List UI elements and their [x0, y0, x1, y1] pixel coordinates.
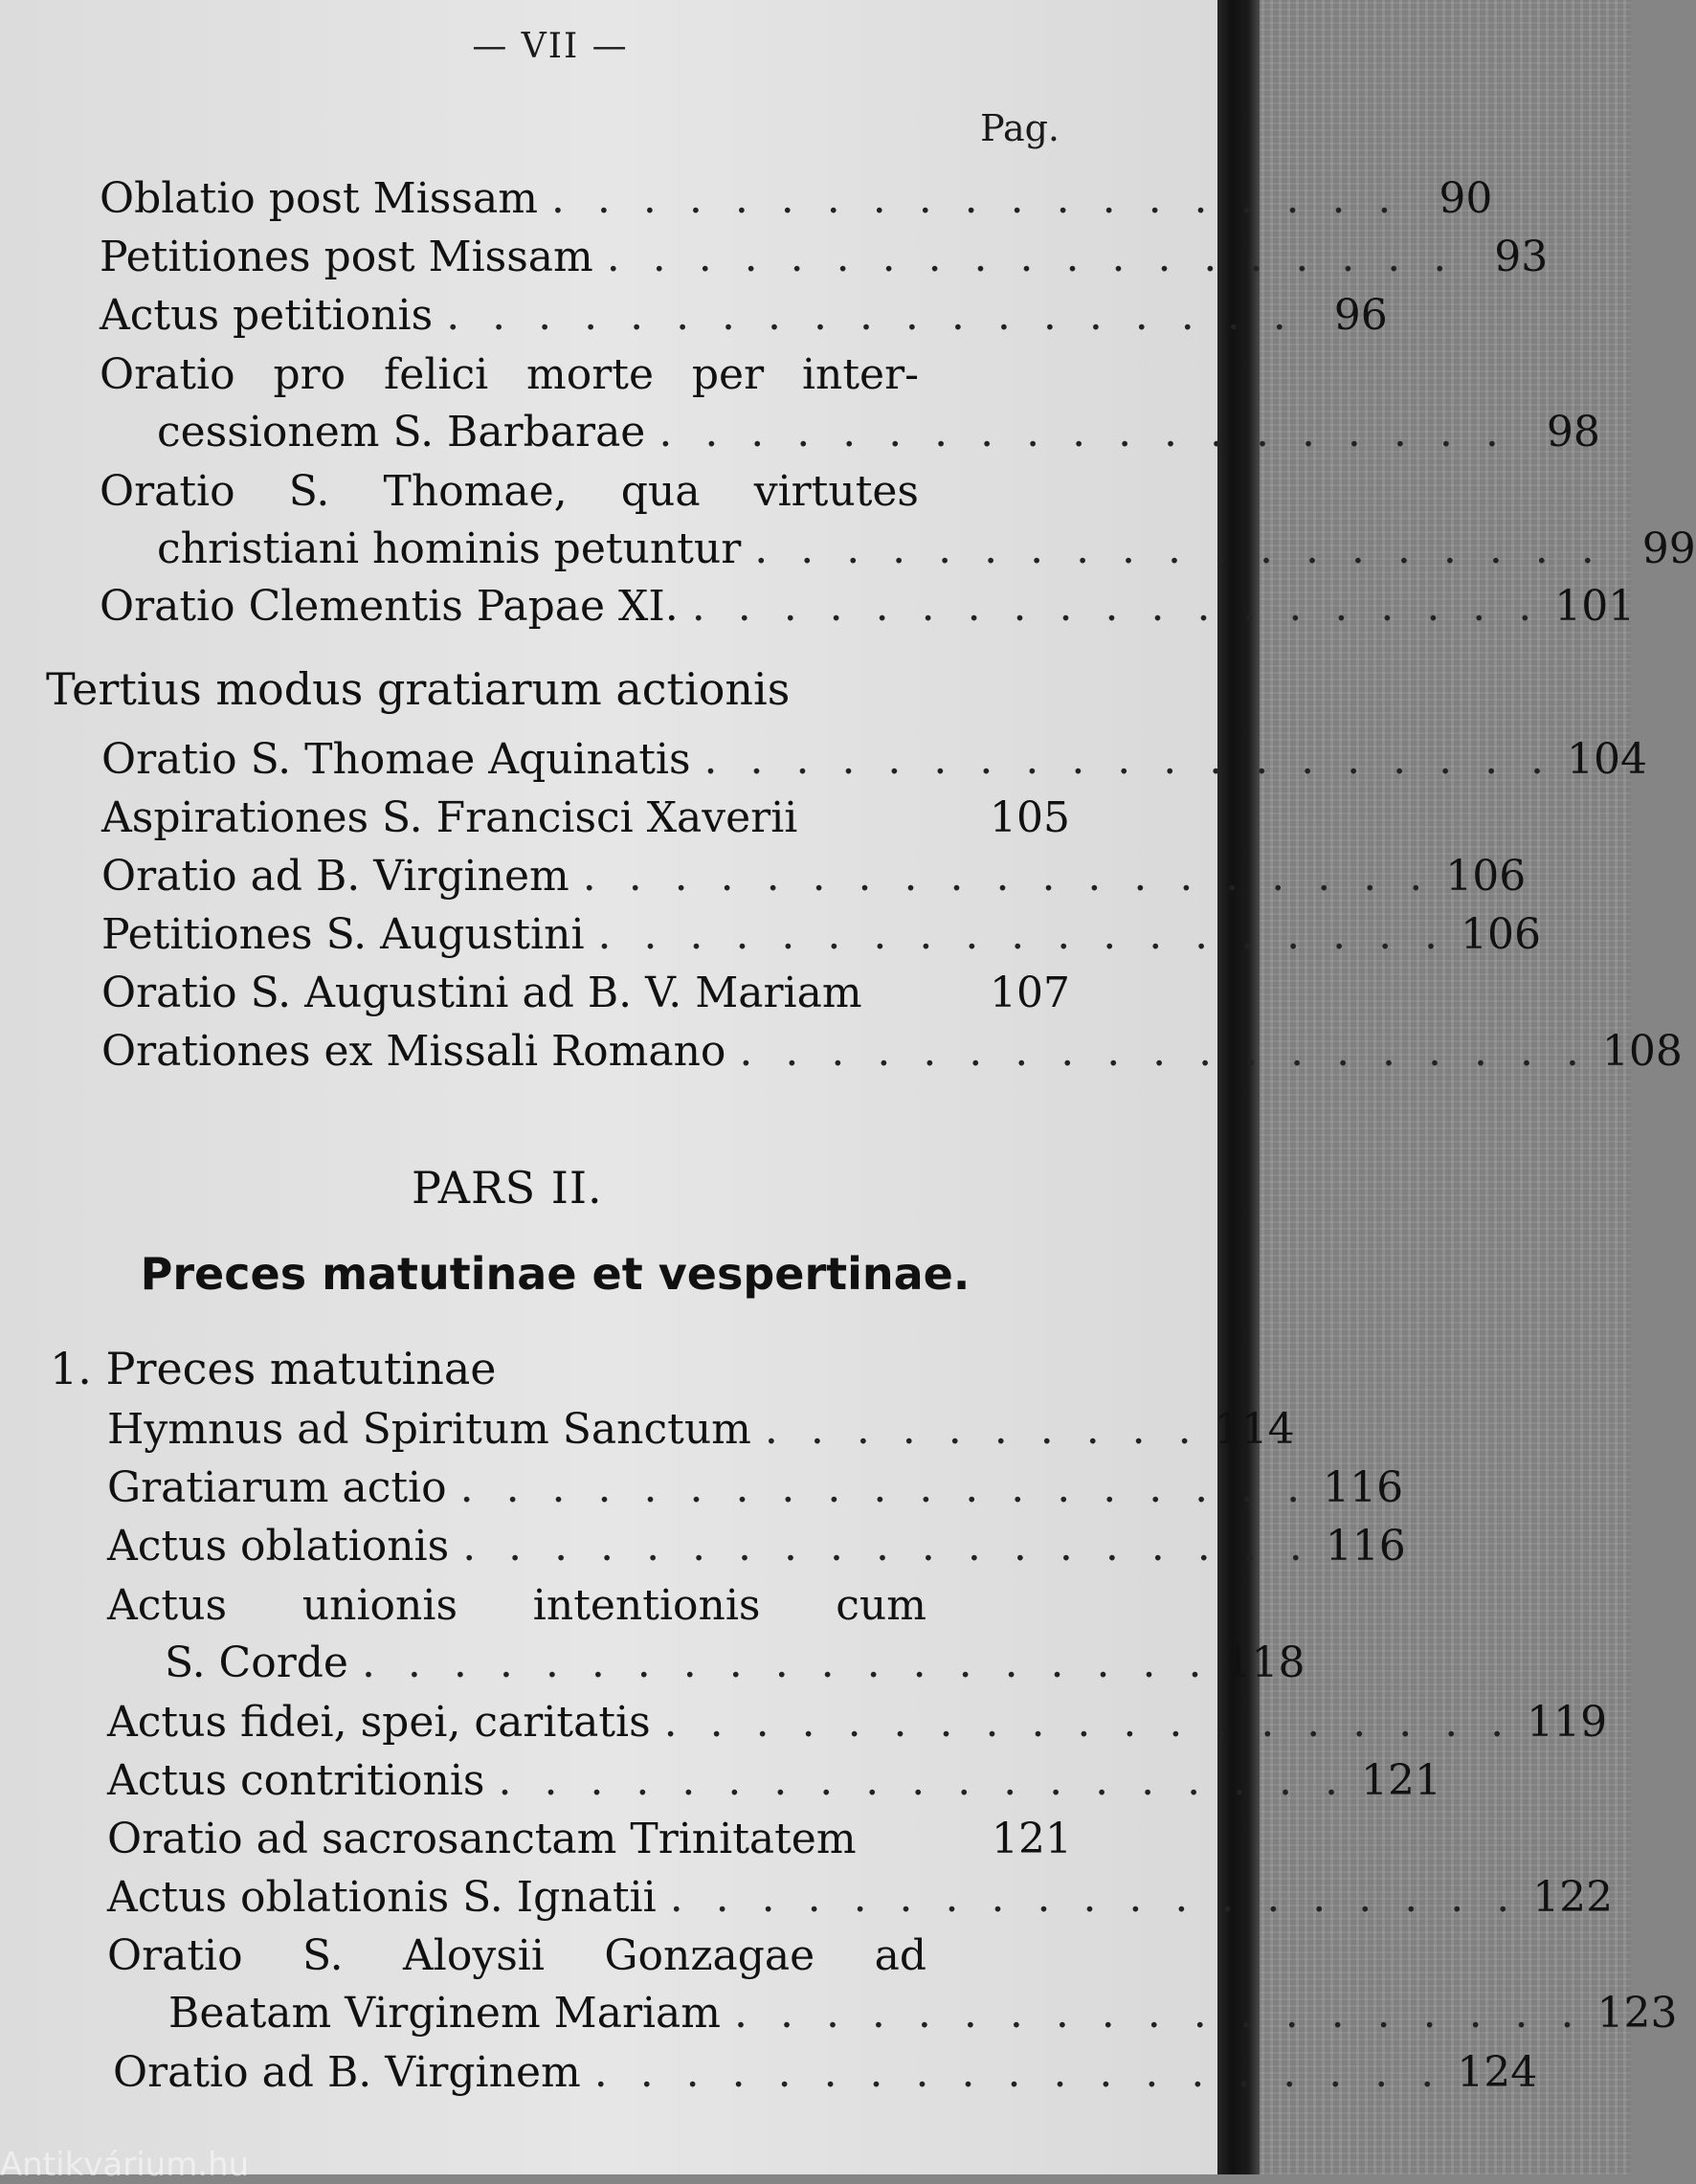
toc-entry-page: 106 — [1461, 910, 1542, 959]
toc-leader-dots: . . . . . . . . . . . . . . . . . . . — [498, 1756, 1348, 1805]
toc-entry-title: Oratio S. Aloysii Gonzagae ad — [107, 1931, 926, 1980]
toc-leader-dots: . . . . . . . . . . — [764, 1405, 1201, 1454]
toc-entry-page: 107 — [990, 969, 1070, 1017]
toc-entry-title: Oratio pro felici morte per inter- — [100, 350, 919, 399]
toc-entry-title: Gratiarum actio — [107, 1463, 447, 1512]
toc-leader-dots: . . . . . . . . . . . . . . . . . . . — [446, 291, 1296, 340]
toc-entry — [168, 1985, 1678, 2042]
toc-entry-title: Oratio S. Thomae Aquinatis — [101, 735, 691, 784]
toc-entry — [100, 170, 1493, 228]
toc-leader-dots: . . . . . . . . . . . . . . . . . . . — [550, 174, 1401, 223]
toc-entry-title: Hymnus ad Spiritum Sanctum — [107, 1405, 751, 1454]
toc-entry — [157, 404, 1600, 461]
toc-entry-page: 108 — [1601, 1027, 1683, 1076]
watermark: Antikvárium.hu — [0, 2146, 250, 2184]
toc-leader-dots: . . . . . . . . . . . . . . . . . . . — [459, 1463, 1310, 1512]
toc-entry — [107, 1694, 1608, 1751]
toc-entry-page: 116 — [1325, 1522, 1406, 1571]
toc-entry — [101, 906, 1542, 964]
toc-entry-title: Actus unionis intentionis cum — [107, 1581, 926, 1630]
toc-entry — [100, 229, 1549, 286]
toc-entry-title: Actus contritionis — [107, 1756, 485, 1805]
toc-leader-dots: . . . . . . . . . . . . . . . . . . . — [462, 1522, 1312, 1571]
toc-entry-page: 90 — [1439, 174, 1493, 223]
toc-entry-page: 99 — [1641, 524, 1696, 573]
toc-leader-dots: . . . . . . . . . . . . . . . . . . . — [703, 735, 1554, 784]
toc-entry-title: Actus oblationis S. Ignatii — [107, 1873, 657, 1922]
toc-entry-page: 105 — [990, 793, 1070, 842]
toc-entry — [157, 521, 1696, 578]
toc-entry-title: Actus petitionis — [100, 291, 434, 340]
toc-leader-dots: . . . . . . . . . . . . . . . . . . . — [669, 1873, 1520, 1922]
toc-entry-page: 93 — [1494, 233, 1549, 281]
toc-entry — [101, 790, 1070, 847]
toc-entry — [107, 1752, 1441, 1810]
toc-leader-dots: . . . . . . . . . . . . . . . . . . . — [593, 2048, 1444, 2097]
toc-entry-page: 114 — [1214, 1405, 1295, 1454]
toc-entry — [101, 965, 1070, 1022]
toc-entry-page: 124 — [1457, 2048, 1538, 2097]
pag-column-label: Pag. — [980, 107, 1060, 149]
section-heading: Tertius modus gratiarum actionis — [46, 663, 791, 715]
toc-entry-page: 98 — [1546, 408, 1600, 457]
toc-entry-title: Orationes ex Missali Romano — [101, 1027, 726, 1076]
section-heading: 1. Preces matutinae — [50, 1343, 497, 1394]
toc-entry-page: 104 — [1567, 735, 1648, 784]
page-number: — VII — — [472, 27, 629, 66]
toc-leader-dots: . . . . . . . . . . . . . . . . . . . — [734, 1989, 1584, 2038]
toc-entry — [100, 287, 1388, 345]
toc-leader-dots: . . . . . . . . . . . . . . . . . . . — [658, 408, 1508, 457]
toc-leader-dots: . . . . . . . . . . . . . . . . . . . — [691, 582, 1542, 631]
toc-entry-page: 122 — [1532, 1873, 1614, 1922]
toc-entry — [101, 731, 1648, 789]
toc-entry-page: 106 — [1445, 852, 1527, 901]
toc-leader-dots: . . . . . . . . . . . . . . . . . . . — [739, 1027, 1589, 1076]
toc-entry-page: 96 — [1333, 291, 1388, 340]
toc-leader-dots: . . . . . . . . . . . . . . . . . . . — [361, 1638, 1212, 1687]
toc-entry-page: 118 — [1224, 1638, 1305, 1687]
toc-entry-title-continued: S. Corde — [165, 1638, 348, 1687]
toc-entry-title: Oratio S. Thomae, qua virtutes — [100, 467, 919, 516]
toc-entry-title-continued: cessionem S. Barbarae — [157, 408, 646, 457]
toc-entry-title: Petitiones post Missam — [100, 233, 593, 281]
background-surface — [1244, 0, 1631, 2174]
toc-leader-dots: . . . . . . . . . . . . . . . . . . . — [582, 852, 1433, 901]
toc-entry — [113, 2044, 1538, 2102]
toc-leader-dots: . . . . . . . . . . . . . . . . . . . — [754, 524, 1604, 573]
toc-entry — [101, 1023, 1683, 1081]
toc-entry-title: Actus fidei, spei, caritatis — [107, 1698, 651, 1747]
toc-entry-title: Petitiones S. Augustini — [101, 910, 585, 959]
toc-entry-title: Oblatio post Missam — [100, 174, 538, 223]
toc-entry — [107, 1518, 1406, 1575]
toc-entry-title-continued: Beatam Virginem Mariam — [168, 1989, 722, 2038]
toc-entry-title: Oratio Clementis Papae XI. — [100, 582, 679, 631]
toc-entry-title: Oratio S. Augustini ad B. V. Mariam — [101, 969, 862, 1017]
toc-entry-title: Actus oblationis — [107, 1522, 450, 1571]
toc-leader-dots: . . . . . . . . . . . . . . . . . . . — [606, 233, 1457, 281]
toc-entry-page: 121 — [1361, 1756, 1441, 1805]
toc-leader-dots: . . . . . . . . . . . . . . . . . . . — [663, 1698, 1514, 1747]
toc-entry-title: Aspirationes S. Francisci Xaverii — [101, 793, 798, 842]
toc-entry — [107, 1401, 1295, 1459]
toc-entry-page: 116 — [1323, 1463, 1404, 1512]
part-subtitle: Preces matutinae et vespertinae. — [140, 1248, 971, 1300]
part-heading: PARS II. — [412, 1162, 603, 1214]
toc-entry — [107, 1869, 1614, 1927]
toc-entry-page: 123 — [1596, 1989, 1678, 2038]
toc-entry-title: Oratio ad B. Virginem — [113, 2048, 581, 2097]
toc-leader-dots: . . . . . . . . . . . . . . . . . . . — [597, 910, 1448, 959]
toc-entry — [165, 1635, 1305, 1692]
toc-entry — [101, 848, 1527, 905]
toc-entry — [100, 578, 1636, 635]
toc-entry-page: 119 — [1527, 1698, 1608, 1747]
toc-entry — [107, 1811, 1072, 1868]
toc-entry-title-continued: christiani hominis petuntur — [157, 524, 742, 573]
toc-entry — [107, 1460, 1404, 1517]
toc-entry-title: Oratio ad B. Virginem — [101, 852, 569, 901]
toc-entry-page: 121 — [992, 1815, 1072, 1863]
toc-entry-title: Oratio ad sacrosanctam Trinitatem — [107, 1815, 857, 1863]
toc-entry-page: 101 — [1554, 582, 1636, 631]
